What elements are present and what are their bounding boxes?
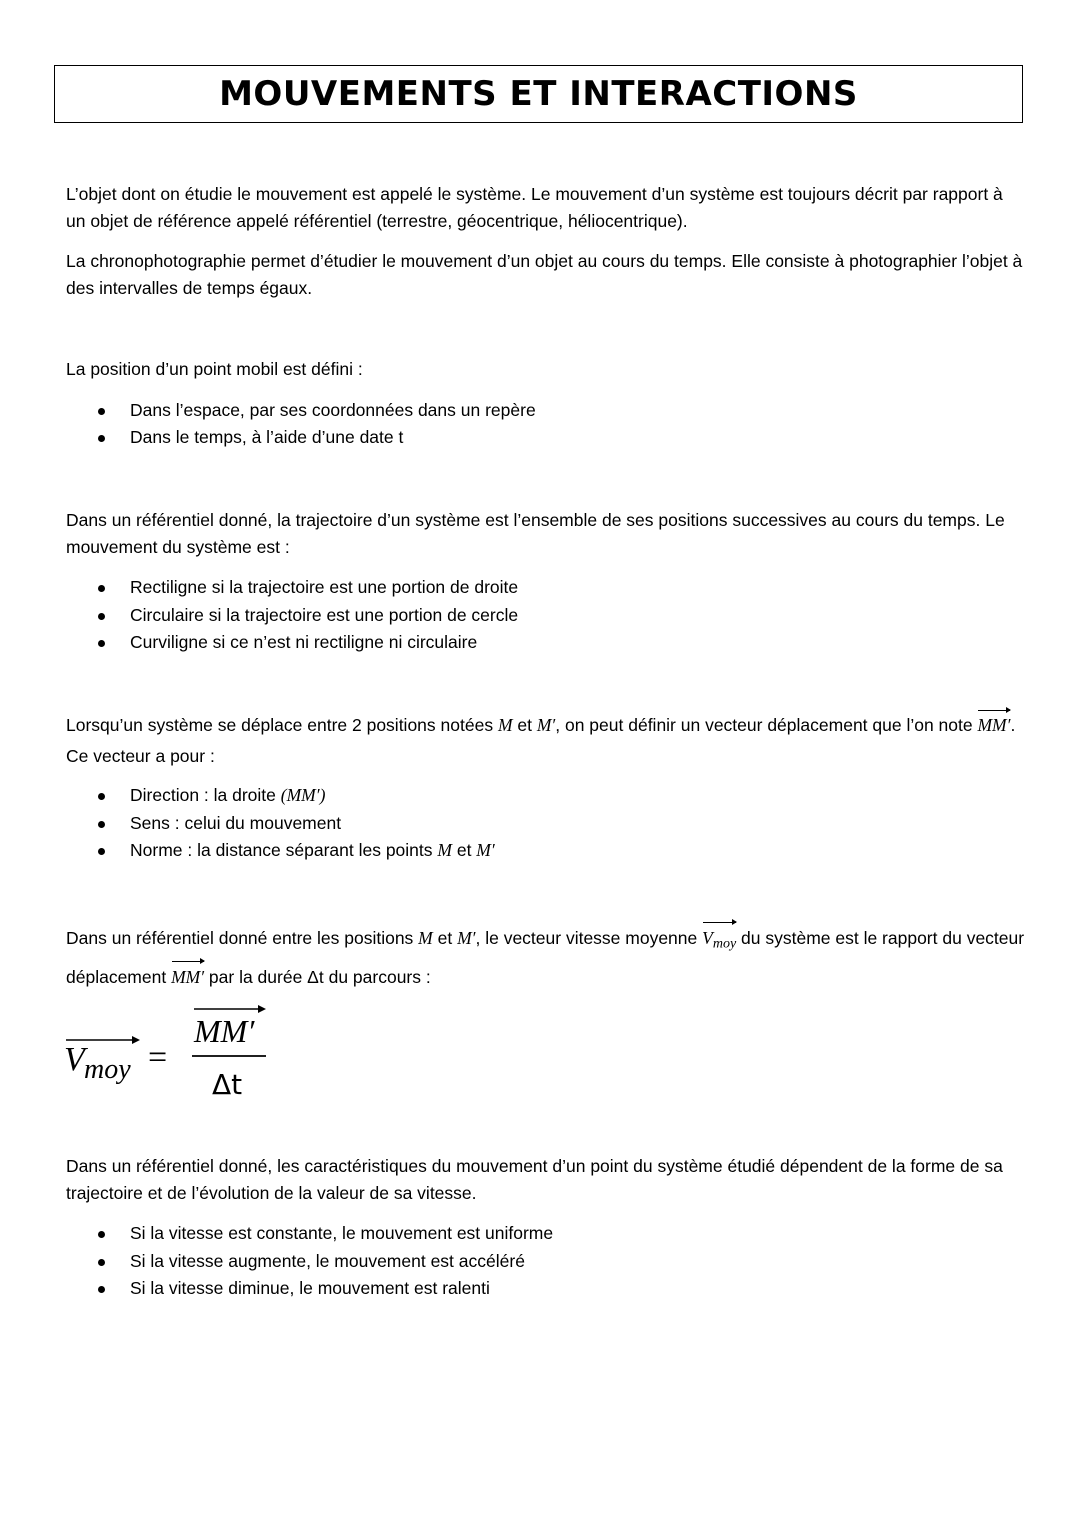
list-item: Sens : celui du mouvement	[66, 810, 1026, 838]
formula-equals: =	[148, 1039, 168, 1076]
formula-numerator: MM′	[194, 1013, 255, 1049]
vector-vmoy: $V_{moy}$	[702, 922, 736, 961]
list-item: Rectiligne si la trajectoire est une portion de droite	[66, 574, 1026, 602]
deplacement-lead: Lorsqu’un système se déplace entre 2 positions notées M et M′, on peut définir un vecteur déplacement que l’on note MM′. Ce vecteur a pour :	[66, 710, 1026, 772]
title-box	[54, 65, 1023, 123]
position-list	[66, 397, 1026, 452]
caracteristiques-section	[66, 1153, 1026, 1303]
intro-paragraph-2: La chronophotographie permet d’étudier le mouvement d’un objet au cours du temps. Elle consiste à photographier l’objet à des intervalles de temps égaux.	[66, 251, 1023, 298]
list-item: Circulaire si la trajectoire est une portion de cercle	[66, 602, 1026, 630]
trajectoire-list	[66, 574, 1026, 657]
intro-section	[66, 181, 1026, 301]
vitesse-paragraph: Dans un référentiel donné entre les positions M et M′, le vecteur vitesse moyenne $V_{moy}$ du système est le rapport du vecteur déplacement MM′ par la durée Δt du parcours :	[66, 922, 1026, 994]
deplacement-section	[66, 710, 1026, 865]
page-title: MOUVEMENTS ET INTERACTIONS	[219, 74, 858, 114]
vitesse-section	[66, 922, 1026, 994]
list-item: Si la vitesse augmente, le mouvement est accéléré	[66, 1248, 1026, 1276]
deplacement-list	[66, 782, 1026, 865]
vector-mm: MM′	[171, 961, 204, 994]
position-lead: La position d’un point mobil est défini :	[66, 359, 363, 379]
caracteristiques-list	[66, 1220, 1026, 1303]
intro-paragraph-1: L’objet dont on étudie le mouvement est appelé le système. Le mouvement d’un système est toujours décrit par rapport à un objet de référence appelé référentiel (terrestre, géocentrique, héliocentrique).	[66, 184, 1003, 231]
vector-arrowhead	[132, 1036, 140, 1044]
formula-vmoy	[64, 1004, 304, 1104]
caracteristiques-lead: Dans un référentiel donné, les caractéristiques du mouvement d’un point du système étudié dépendent de la forme de sa trajectoire et de l’évolution de la valeur de sa vitesse.	[66, 1156, 1003, 1203]
formula-v: V	[64, 1041, 85, 1078]
list-item: Dans l’espace, par ses coordonnées dans un repère	[66, 397, 1026, 425]
list-item: Si la vitesse diminue, le mouvement est ralenti	[66, 1275, 1026, 1303]
list-item: Direction : la droite (MM′)	[66, 782, 1026, 810]
formula-moy: moy	[84, 1054, 131, 1085]
vector-mm: MM′	[977, 710, 1010, 741]
vector-arrowhead	[258, 1005, 266, 1013]
position-section	[66, 356, 1026, 452]
trajectoire-lead: Dans un référentiel donné, la trajectoire d’un système est l’ensemble de ses positions successives au cours du temps. Le mouvement du système est :	[66, 510, 1005, 557]
list-item: Si la vitesse est constante, le mouvement est uniforme	[66, 1220, 1026, 1248]
list-item: Norme : la distance séparant les points M et M′	[66, 837, 1026, 865]
formula-denominator: Δt	[212, 1068, 243, 1101]
list-item: Curviligne si ce n’est ni rectiligne ni circulaire	[66, 629, 1026, 657]
trajectoire-section	[66, 507, 1026, 657]
list-item: Dans le temps, à l’aide d’une date t	[66, 424, 1026, 452]
